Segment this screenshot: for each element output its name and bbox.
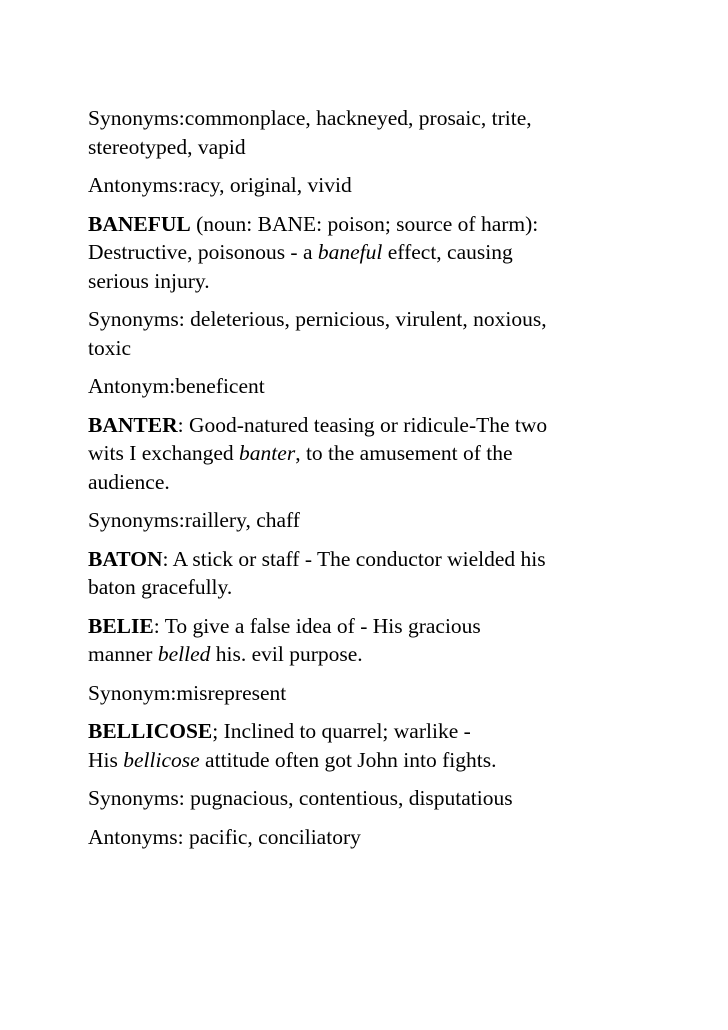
entry-text: baton gracefully. <box>88 575 233 599</box>
entry-text: audience. <box>88 469 170 494</box>
entry-belie <box>88 612 628 669</box>
entry-term: BANTER <box>88 412 178 437</box>
text-line: stereotyped, vapid <box>88 134 246 159</box>
entry-example-word: banter <box>239 441 296 465</box>
entry-text: , to the amusement of the <box>295 441 513 465</box>
entry-term: BELIE <box>88 613 154 638</box>
text-line: Antonyms: pacific, conciliatory <box>88 824 361 849</box>
entry-definition: (noun: BANE: poison; source of harm): <box>190 211 539 236</box>
entry-text: serious injury. <box>88 268 210 293</box>
entry-example-word: bellicose <box>123 747 200 772</box>
entry-text: effect, causing <box>382 240 513 264</box>
entry-text: His <box>88 747 124 772</box>
antonyms-paragraph <box>88 171 628 200</box>
entry-text: manner <box>88 642 158 666</box>
text-line: Antonym:beneficent <box>88 374 265 398</box>
document-page <box>88 104 628 861</box>
entry-example-word: belled <box>157 642 211 666</box>
entry-text: Destructive, poisonous - a <box>88 240 318 264</box>
entry-definition: : To give a false idea of - His gracious <box>153 613 481 638</box>
text-line: Synonyms: deleterious, pernicious, virulent, noxious, <box>88 307 547 331</box>
synonyms-paragraph <box>88 506 628 535</box>
text-line: Synonyms:raillery, chaff <box>88 508 300 532</box>
synonyms-paragraph <box>88 104 628 161</box>
entry-definition: ; Inclined to quarrel; warlike - <box>212 719 471 743</box>
text-line: toxic <box>88 335 131 360</box>
entry-text: wits I exchanged <box>88 441 240 465</box>
entry-term: BATON <box>88 546 163 571</box>
synonyms-paragraph <box>88 679 628 708</box>
entry-text: his. evil purpose. <box>210 642 363 666</box>
synonyms-paragraph <box>88 784 628 813</box>
entry-baneful <box>88 210 628 296</box>
entry-banter <box>88 411 628 497</box>
entry-definition: : A stick or staff - The conductor wielded his <box>162 546 546 571</box>
text-line: Antonyms:racy, original, vivid <box>88 173 352 197</box>
entry-text: attitude often got John into fights. <box>199 747 497 772</box>
entry-example-word: baneful <box>317 240 383 264</box>
text-line: Synonyms:commonplace, hackneyed, prosaic, trite, <box>88 106 532 130</box>
entry-baton <box>88 545 628 602</box>
text-line: Synonym:misrepresent <box>88 680 287 705</box>
entry-bellicose <box>88 717 628 774</box>
entry-definition: : Good-natured teasing or ridicule-The two <box>177 412 548 437</box>
antonyms-paragraph <box>88 372 628 401</box>
text-line: Synonyms: pugnacious, contentious, disputatious <box>88 786 513 810</box>
synonyms-paragraph <box>88 305 628 362</box>
entry-term: BELLICOSE <box>88 719 213 743</box>
entry-term: BANEFUL <box>88 211 191 236</box>
antonyms-paragraph <box>88 823 628 852</box>
